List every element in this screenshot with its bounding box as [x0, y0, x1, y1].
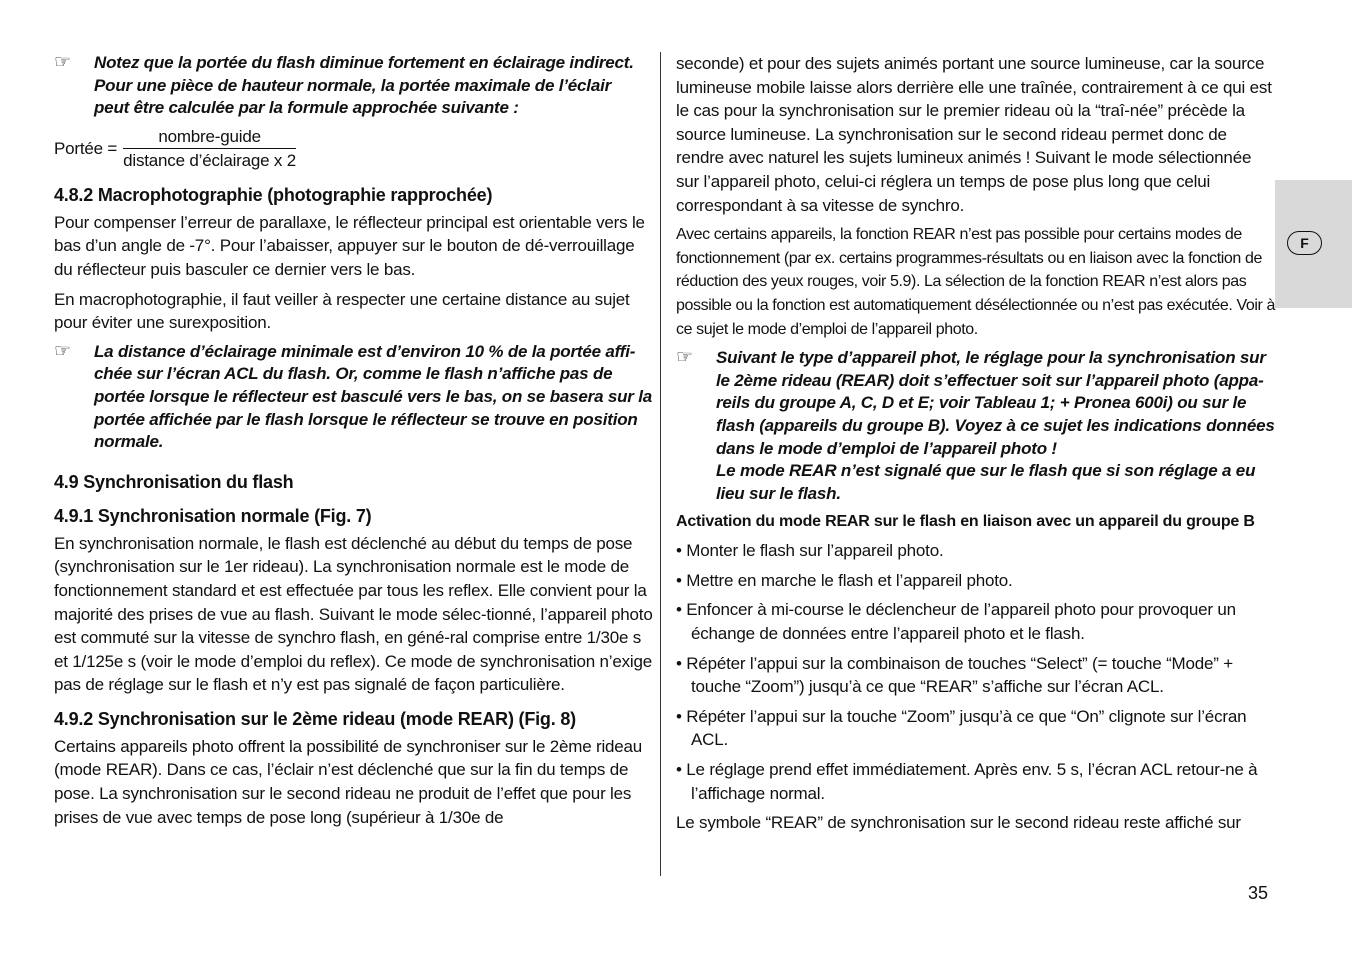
list-item: • Enfoncer à mi-course le déclencheur de l’appareil photo pour provoquer un échange de données entre l’appareil photo et le flash. — [676, 598, 1276, 645]
right-column — [676, 52, 1276, 841]
heading-4-8-2: 4.8.2 Macrophotographie (photographie rapprochée) — [54, 184, 493, 205]
formula-numerator: nombre-guide — [158, 126, 261, 146]
note-line: normale. — [94, 432, 164, 452]
note-line: chée sur l’écran ACL du flash. Or, comme le flash n’affiche pas de — [94, 364, 613, 384]
language-badge: F — [1287, 231, 1322, 255]
note-line: Notez que la portée du flash diminue fortement en éclairage indirect. — [94, 53, 634, 72]
paragraph: Avec certains appareils, la fonction REAR n’est pas possible pour certains modes de fonctionnement (par ex. certains programmes-résultats ou en liaison avec la fonction de réduction des yeux rouges, voir 5.9). La sélection de la fonction REAR n’est alors pas possible ou la fonction est automatiquement désélectionnée ou n’est pas exécutée. Voir à ce sujet le mode d’emploi de l’appareil photo. — [676, 226, 1275, 338]
note-rear-setting — [676, 347, 1276, 505]
left-column — [54, 52, 654, 835]
paragraph: seconde) et pour des sujets animés portant une source lumineuse, car la source lumineuse mobile laisse alors derrière elle une traînée, contrairement à ce qui est le cas pour la synchronisation sur le premier rideau où la “traî-née” précède la source lumineuse. La synchronisation sur le second rideau permet donc de rendre avec naturel les sujets lumineux animés ! Suivant le mode sélectionnée sur l’appareil photo, celui-ci réglera un temps de pose plus long que celui correspondant à sa vitesse de synchro. — [676, 54, 1272, 215]
note-line: La distance d’éclairage minimale est d’environ 10 % de la portée affi- — [94, 341, 636, 361]
paragraph: En synchronisation normale, le flash est déclenché au début du temps de pose (synchronisation sur le 1er rideau). La synchronisation normale est le mode de fonctionnement standard et est effectuée par tous les reflex. Elle convient pour la majorité des prises de vue au flash. Suivant le mode sélec-tionné, l’appareil photo est commuté sur la vitesse de synchro flash, en géné-ral comprise entre 1/30e s et 1/125e s (voir le mode d’emploi du reflex). Ce mode de synchronisation n’exige pas de réglage sur le flash et n’y est pas signalé de façon particulière. — [54, 533, 653, 695]
note-line: peut être calculée par la formule approchée suivante : — [94, 98, 519, 118]
note-line: lieu sur le flash. — [716, 483, 841, 503]
note-line: flash (appareils du groupe B). Voyez à ce sujet les indications données — [716, 415, 1275, 435]
formula-label: Portée = — [54, 139, 118, 159]
list-item: • Mettre en marche le flash et l’appareil photo. — [676, 569, 1276, 593]
heading-activation: Activation du mode REAR sur le flash en liaison avec un appareil du groupe B — [676, 513, 1255, 531]
note-minimum-distance — [54, 341, 654, 454]
note-line: Pour une pièce de hauteur normale, la portée maximale de l’éclair — [94, 75, 612, 95]
paragraph: En macrophotographie, il faut veiller à respecter une certaine distance au sujet pour éviter une surexposition. — [54, 289, 630, 333]
paragraph: Certains appareils photo offrent la possibilité de synchroniser sur le 2ème rideau (mode REAR). Dans ce cas, l’éclair n’est déclenché que sur la fin du temps de pose. La synchronisation sur le second rideau ne produit de l’effet que pour les prises de vue avec temps de pose long (supérieur à 1/30e de — [54, 736, 643, 827]
list-item: • Le réglage prend effet immédiatement. Après env. 5 s, l’écran ACL retour-ne à l’affichage normal. — [676, 758, 1276, 805]
formula-fraction — [123, 126, 296, 173]
note-line: Suivant le type d’appareil phot, le réglage pour la synchronisation sur — [716, 348, 1266, 368]
note-line: portée lorsque le réflecteur est basculé vers le bas, on se basera sur la — [94, 386, 652, 406]
note-line: Le mode REAR n’est signalé que sur le flash que si son réglage a eu — [716, 461, 1256, 481]
pointing-hand-icon: ☞ — [54, 52, 71, 73]
heading-4-9: 4.9 Synchronisation du flash — [54, 471, 294, 492]
column-divider — [660, 52, 661, 876]
steps-list — [676, 539, 1276, 805]
note-line: le 2ème rideau (REAR) doit s’effectuer soit sur l’appareil photo (appa- — [716, 370, 1264, 390]
pointing-hand-icon: ☞ — [676, 347, 693, 369]
formula-denominator: distance d’éclairage x 2 — [123, 150, 297, 170]
heading-4-9-1: 4.9.1 Synchronisation normale (Fig. 7) — [54, 505, 372, 526]
paragraph: Le symbole “REAR” de synchronisation sur le second rideau reste affiché sur — [676, 813, 1241, 833]
paragraph: Pour compenser l’erreur de parallaxe, le réflecteur principal est orientable vers le bas d’un angle de -7°. Pour l’abaisser, appuyer sur le bouton de dé-verrouillage du réflecteur puis basculer ce dernier vers le bas. — [54, 212, 645, 279]
note-line: reils du groupe A, C, D et E; voir Tableau 1; + Pronea 600i) ou sur le — [716, 393, 1247, 413]
list-item: • Répéter l’appui sur la touche “Zoom” jusqu’à ce que “On” clignote sur l’écran ACL. — [676, 705, 1276, 752]
note-indirect-lighting — [54, 52, 654, 120]
pointing-hand-icon: ☞ — [54, 340, 71, 362]
range-formula — [54, 126, 654, 173]
list-item: • Monter le flash sur l’appareil photo. — [676, 539, 1276, 563]
page-number: 35 — [1248, 883, 1269, 903]
list-item: • Répéter l’appui sur la combinaison de touches “Select” (= touche “Mode” + touche “Zoom”) jusqu’à ce que “REAR” s’affiche sur l’écran ACL. — [676, 652, 1276, 699]
note-line: dans le mode d’emploi de l’appareil photo ! — [716, 438, 1057, 458]
note-line: portée affichée par le flash lorsque le réflecteur se trouve en position — [94, 409, 638, 429]
heading-4-9-2: 4.9.2 Synchronisation sur le 2ème rideau (mode REAR) (Fig. 8) — [54, 708, 576, 729]
